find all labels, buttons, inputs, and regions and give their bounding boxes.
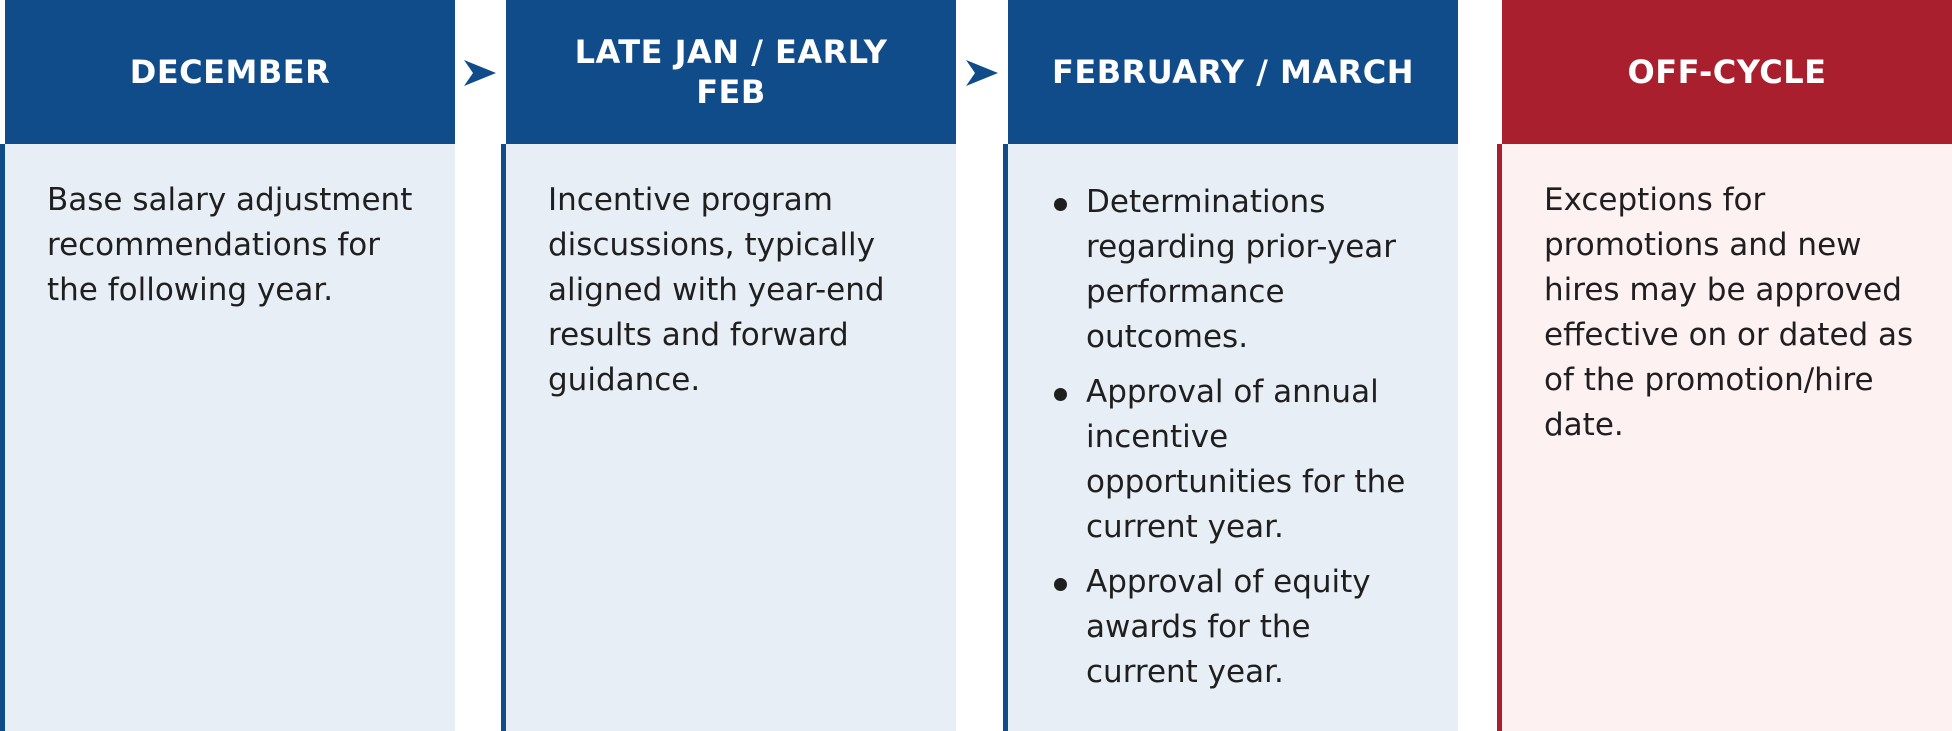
column-header: DECEMBER bbox=[5, 0, 455, 144]
bullet-list bbox=[1050, 180, 1428, 695]
column-body bbox=[506, 144, 956, 731]
column-december bbox=[5, 0, 455, 731]
column-february-march bbox=[1008, 0, 1458, 731]
column-header: FEBRUARY / MARCH bbox=[1008, 0, 1458, 144]
column-body bbox=[1502, 144, 1952, 731]
column-text: Incentive program discussions, typically aligned with year-end results and forward guidance. bbox=[548, 182, 885, 398]
column-text: Base salary adjustment recommendations for the following year. bbox=[47, 182, 413, 308]
bullet-item: Approval of annual incentive opportunities for the current year. bbox=[1050, 370, 1428, 550]
column-body bbox=[1008, 144, 1458, 731]
arrow-right-icon bbox=[964, 58, 1000, 88]
bullet-item: Determinations regarding prior-year performance outcomes. bbox=[1050, 180, 1428, 360]
column-off-cycle bbox=[1502, 0, 1952, 731]
column-body bbox=[5, 144, 455, 731]
bullet-item: Approval of equity awards for the current year. bbox=[1050, 560, 1428, 695]
column-header: LATE JAN / EARLY FEB bbox=[506, 0, 956, 144]
column-late-jan-early-feb bbox=[506, 0, 956, 731]
arrow-right-icon bbox=[462, 58, 498, 88]
column-text: Exceptions for promotions and new hires may be approved effective on or dated as of the promotion/hire date. bbox=[1544, 182, 1914, 443]
column-header: OFF-CYCLE bbox=[1502, 0, 1952, 144]
